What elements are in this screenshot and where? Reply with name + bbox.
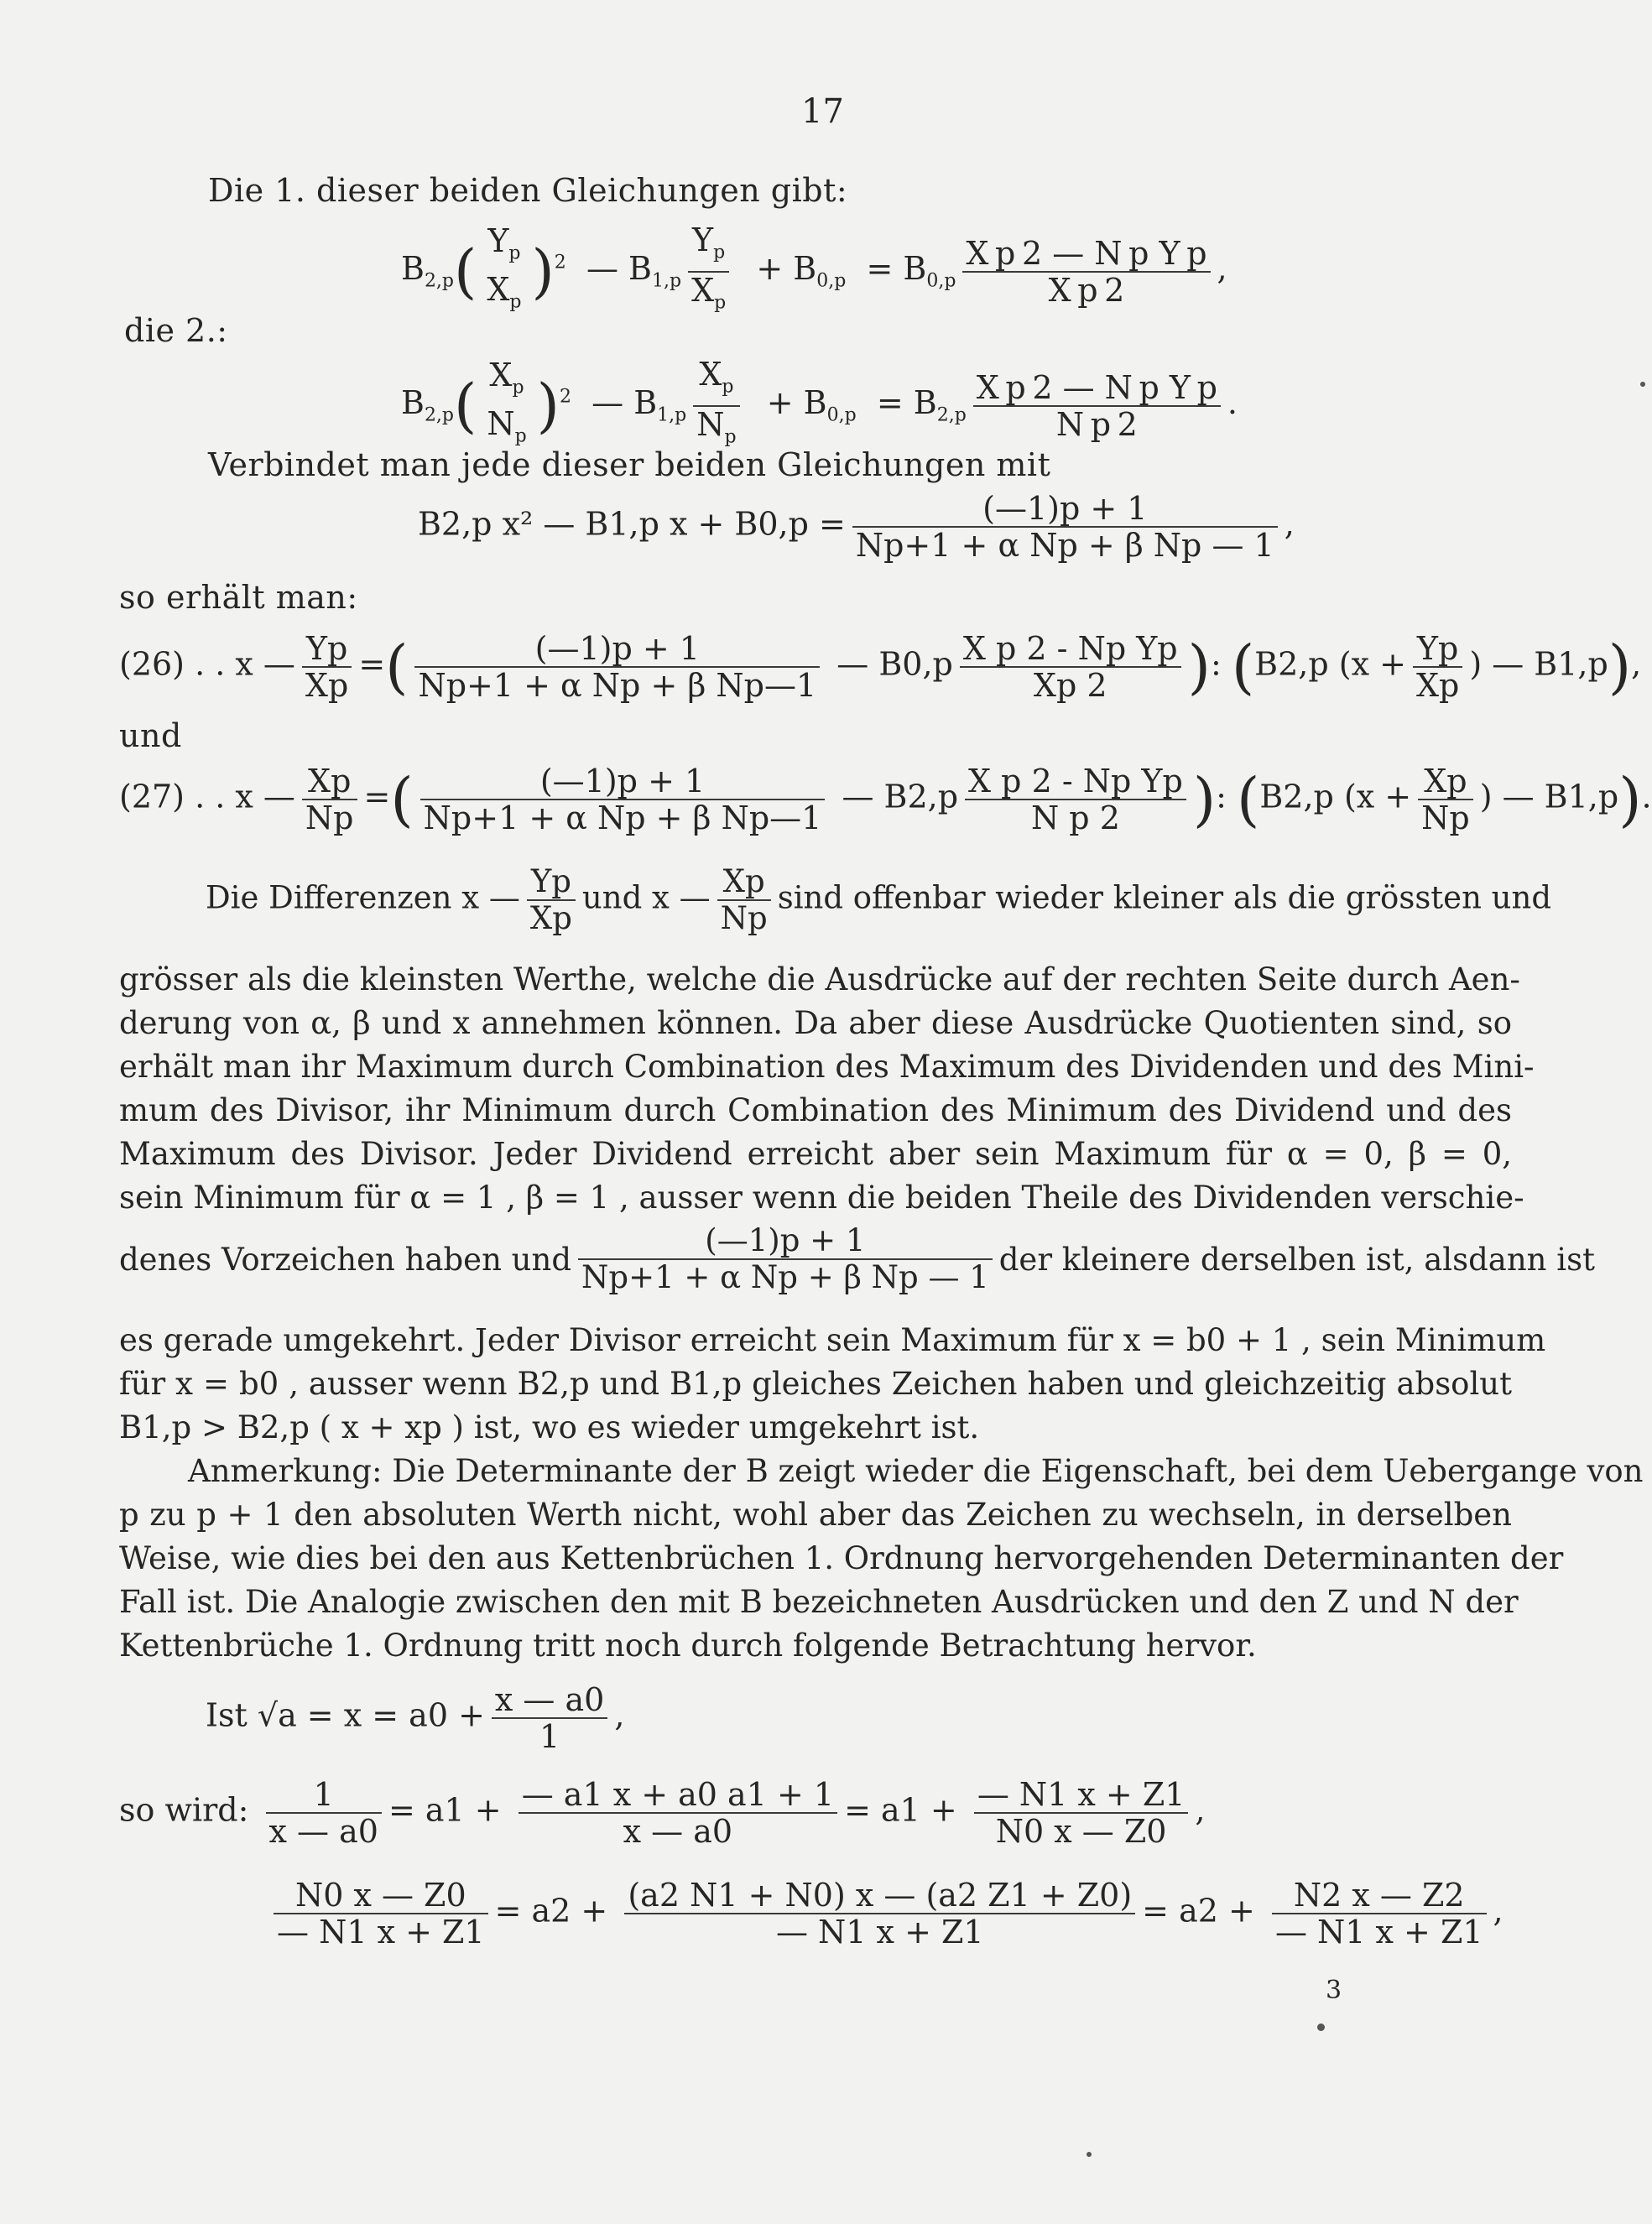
para2-line: für x = b0 , ausser wenn B2,p und B1,p gleiches Zeichen haben und gleichzeitig absolut (119, 1366, 1512, 1402)
eq1-plus: + B (756, 250, 817, 288)
so-wird-equation (119, 1777, 1206, 1849)
eq2-f-n: X (489, 357, 513, 393)
eq26-tail-b: ) — B1,p (1469, 645, 1608, 683)
so-erhaelt-text: so erhält man: (119, 579, 358, 616)
diff-f1n: Yp (530, 863, 571, 899)
para3-line: Fall ist. Die Analogie zwischen den mit B bezeichneten Ausdrücken und den Z und N der (119, 1584, 1519, 1620)
eq27-f1n: Xp (308, 763, 352, 799)
eq27-colon: : (1216, 778, 1227, 815)
para3-line: Weise, wie dies bei den aus Kettenbrüchen 1. Ordnung hervorgehenden Determinanten der (119, 1540, 1564, 1576)
sowird-f1n: 1 (313, 1776, 334, 1813)
eq1-f-d: X (487, 270, 510, 308)
para1-line: Maximum des Divisor. Jeder Dividend erreicht aber sein Maximum für α = 0, β = 0, (119, 1136, 1512, 1172)
last-m1: = a2 + (494, 1892, 608, 1930)
eq3-n: (—1)p + 1 (982, 490, 1148, 527)
eq27-end: . (1641, 778, 1652, 815)
paragraph-2 (119, 1319, 1546, 1450)
eq26-eq: = (358, 645, 386, 683)
eq2-rfrac-n: X p 2 — N p Y p (976, 368, 1217, 406)
eq27-f4n: Xp (1424, 763, 1467, 799)
equation-1: $B_{2,p}$( $Y_p$ $X_p$ )$^2$ — $B_{1,p}$ $\frac{Y_p}{X_p}$ + $B_{0,p} = B_{0,p}$ $\frac{\text{X p 2 — N p Y p}}{\text{X p 2}}$ , (401, 222, 1227, 320)
denes-n: (—1)p + 1 (705, 1222, 866, 1258)
sowird-f2d: x — a0 (519, 1812, 837, 1849)
diff-b: und x — (581, 879, 711, 916)
eq2-r-sub: 2,p (936, 404, 967, 426)
sowird-label: so wird: (119, 1791, 249, 1829)
eq27-f3d: N p 2 (965, 799, 1186, 836)
ist-d: 1 (492, 1717, 607, 1754)
last-f3d: — N1 x + Z1 (1272, 1913, 1487, 1950)
equation-26: (26) . . x — $\frac{Yp}{Xp}$ =( $\frac{(—1)p + 1}{\text{Np+1 + α Np + β Np—1}}$ — B0,p $\frac{\text{X p 2 - Np Yp}}{Xp 2}$ ): (B2,p (x + $\frac{Yp}{Xp}$ ) — B1,p), (119, 630, 1642, 704)
eq26-mid: — B0,p (836, 645, 953, 683)
last-m2: = a2 + (1142, 1892, 1255, 1930)
last-f1d: — N1 x + Z1 (274, 1913, 488, 1950)
eq27-mid: — B2,p (842, 778, 959, 815)
eq26-f1d: Xp (302, 666, 352, 703)
intro-text: Die 1. dieser beiden Gleichungen gibt: (208, 172, 848, 209)
diff-a: Die Differenzen x — (206, 879, 520, 916)
page-number: 17 (801, 92, 844, 131)
last-f3n: N2 x — Z2 (1293, 1877, 1465, 1914)
para1-line: mum des Divisor, ihr Minimum durch Combination des Minimum des Dividend und des (119, 1092, 1512, 1128)
eq26-end: , (1631, 645, 1642, 683)
sowird-f2n: — a1 x + a0 a1 + 1 (521, 1776, 835, 1813)
eq1-f2-d: X (691, 271, 715, 309)
und-text: und (119, 717, 182, 754)
eq2-f-ds: p (514, 425, 527, 447)
eq2-plus: + B (766, 384, 827, 422)
eq1-f-ns: p (508, 242, 521, 264)
eq1-f2-ns: p (713, 242, 726, 263)
paragraph-3 (119, 1450, 1644, 1668)
eq1-equals: = B (866, 250, 927, 288)
eq1-f-n: Y (487, 222, 509, 259)
eq26-f2n: (—1)p + 1 (534, 630, 700, 667)
eq2-equals: = B (876, 384, 937, 422)
equation-3 (418, 491, 1295, 563)
para1-line: sein Minimum für α = 1 , β = 1 , ausser wenn die beiden Theile des Dividenden verschie- (119, 1180, 1524, 1216)
denes-d: Np+1 + α Np + β Np — 1 (578, 1258, 993, 1295)
eq3-d: Np+1 + α Np + β Np — 1 (852, 526, 1278, 563)
para1-line: erhält man ihr Maximum durch Combination des Maximum des Dividenden und des Mini- (119, 1049, 1535, 1085)
ist-a: Ist √a = x = a0 + (206, 1696, 485, 1734)
eq2-sq: 2 (559, 386, 571, 408)
eq3-end: , (1284, 505, 1295, 543)
eq27-f4d: Np (1418, 799, 1473, 836)
diff-f2d: Np (717, 899, 771, 936)
eq26-f4n: Yp (1416, 630, 1459, 667)
sowird-end: , (1195, 1791, 1206, 1829)
para1-line: derung von α, β und x annehmen können. Da aber diese Ausdrücke Quotienten sind, so (119, 1005, 1512, 1041)
eq27-f2d: Np+1 + α Np + β Np—1 (420, 799, 826, 836)
last-equation (267, 1878, 1503, 1950)
equation-27: (27) . . x — $\frac{Xp}{Np}$ =( $\frac{(—1)p + 1}{\text{Np+1 + α Np + β Np—1}}$ — B2,p $\frac{\text{X p 2 - Np Yp}}{\text{N p 2}}$ ): (B2,p (x + $\frac{Xp}{Np}$ ) — B1,p). (119, 763, 1652, 836)
last-end: , (1493, 1892, 1503, 1930)
denes-b: der kleinere derselben ist, alsdann ist (998, 1241, 1595, 1278)
eq1-rfrac-d: X p 2 (962, 271, 1210, 308)
para3-line: p zu p + 1 den absoluten Werth nicht, wohl aber das Zeichen zu wechseln, in derselben (119, 1497, 1512, 1533)
para2-line: B1,p > B2,p ( x + xp ) ist, wo es wieder umgekehrt ist. (119, 1409, 980, 1445)
denes-line (119, 1222, 1595, 1295)
eq1-c-sub: 0,p (816, 270, 847, 292)
verbindet-text: Verbindet man jede dieser beiden Gleichungen mit (208, 446, 1051, 483)
eq26-colon: : (1210, 645, 1222, 683)
eq27-tail-a: B2,p (x + (1259, 778, 1412, 815)
eq2-end: . (1227, 384, 1238, 422)
ist-equation (206, 1682, 624, 1754)
eq2-b-sub: 2,p (424, 404, 455, 426)
eq1-rfrac-n: X p 2 — N p Y p (966, 234, 1207, 272)
eq27-tail-b: ) — B1,p (1479, 778, 1619, 815)
para1-line: grösser als die kleinsten Werthe, welche die Ausdrücke auf der rechten Seite durch Aen- (119, 961, 1520, 997)
eq27-f2n: (—1)p + 1 (539, 763, 706, 799)
sowird-f3n: — N1 x + Z1 (977, 1776, 1186, 1813)
signature-number: 3 (1326, 1976, 1342, 2005)
ist-n: x — a0 (494, 1681, 605, 1718)
sowird-m1: = a1 + (388, 1791, 502, 1829)
eq26-f2d: Np+1 + α Np + β Np—1 (414, 666, 820, 703)
eq2-b: B (401, 384, 425, 422)
eq1-sq: 2 (554, 252, 566, 273)
last-f2d: — N1 x + Z1 (624, 1913, 1135, 1950)
ist-end: , (614, 1696, 625, 1734)
eq2-f2-ds: p (724, 426, 737, 448)
eq1-minus: — B (586, 250, 652, 288)
eq26-f4d: Xp (1413, 666, 1462, 703)
sowird-m2: = a1 + (844, 1791, 957, 1829)
eq26-label: (26) . . x — (119, 645, 295, 683)
eq27-label: (27) . . x — (119, 778, 295, 815)
para3-line: Anmerkung: Die Determinante der B zeigt wieder die Eigenschaft, bei dem Uebergange von (188, 1453, 1644, 1489)
eq27-f1d: Np (302, 799, 357, 836)
eq2-f-ns: p (512, 377, 524, 398)
eq2-minus: — B (591, 384, 658, 422)
eq1-b: B (401, 250, 425, 288)
eq26-f1n: Yp (305, 630, 348, 667)
last-f2n: (a2 N1 + N0) x — (a2 Z1 + Z0) (628, 1877, 1133, 1914)
denes-a: denes Vorzeichen haben und (119, 1241, 572, 1278)
eq2-f-d: N (487, 404, 515, 442)
ink-speck (1087, 2152, 1092, 2157)
eq2-b-sub2: 1,p (657, 404, 687, 426)
diff-f1d: Xp (527, 899, 576, 936)
diff-c: sind offenbar wieder kleiner als die grössten und (777, 879, 1552, 916)
eq2-f2-d: N (696, 405, 725, 443)
sowird-f1d: x — a0 (266, 1812, 382, 1849)
eq1-f2-ds: p (714, 292, 727, 314)
ink-speck (1640, 382, 1645, 387)
last-f1n: N0 x — Z0 (294, 1877, 466, 1914)
eq26-f3n: X p 2 - Np Yp (962, 630, 1178, 667)
para2-line: es gerade umgekehrt. Jeder Divisor erreicht sein Maximum für x = b0 + 1 , sein Minimum (119, 1322, 1546, 1358)
eq1-f-ds: p (509, 291, 522, 313)
eq2-f2-n: X (699, 356, 722, 393)
eq3-lhs: B2,p x² — B1,p x + B0,p = (418, 505, 846, 543)
eq2-rfrac-d: N p 2 (973, 405, 1221, 442)
eq26-f3d: Xp 2 (960, 666, 1181, 703)
eq1-f2-n: Y (692, 221, 714, 258)
eq1-r-sub: 0,p (926, 270, 956, 292)
para3-line: Kettenbrüche 1. Ordnung tritt noch durch folgende Betrachtung hervor. (119, 1628, 1257, 1664)
eq26-tail-a: B2,p (x + (1254, 645, 1406, 683)
label-second: die 2.: (124, 312, 228, 349)
eq2-f2-ns: p (722, 376, 734, 398)
equation-2: $B_{2,p}$( $X_p$ $N_p$ )$^2$ — $B_{1,p}$ $\frac{X_p}{N_p}$ + $B_{0,p} = B_{2,p}$ $\frac{\text{X p 2 — N p Y p}}{\text{N p 2}}$ . (401, 357, 1238, 455)
sowird-f3d: N0 x — Z0 (974, 1812, 1189, 1849)
eq27-f3n: X p 2 - Np Yp (968, 763, 1183, 799)
ink-speck (1317, 2023, 1325, 2031)
eq1-b-sub2: 1,p (651, 270, 682, 292)
paragraph-1 (119, 958, 1535, 1220)
diff-f2n: Xp (722, 863, 765, 899)
eq27-eq: = (363, 778, 391, 815)
eq2-c-sub: 0,p (826, 404, 857, 426)
differenzen-line (206, 864, 1551, 936)
eq1-b-sub: 2,p (424, 270, 455, 292)
eq1-end: , (1217, 250, 1227, 288)
